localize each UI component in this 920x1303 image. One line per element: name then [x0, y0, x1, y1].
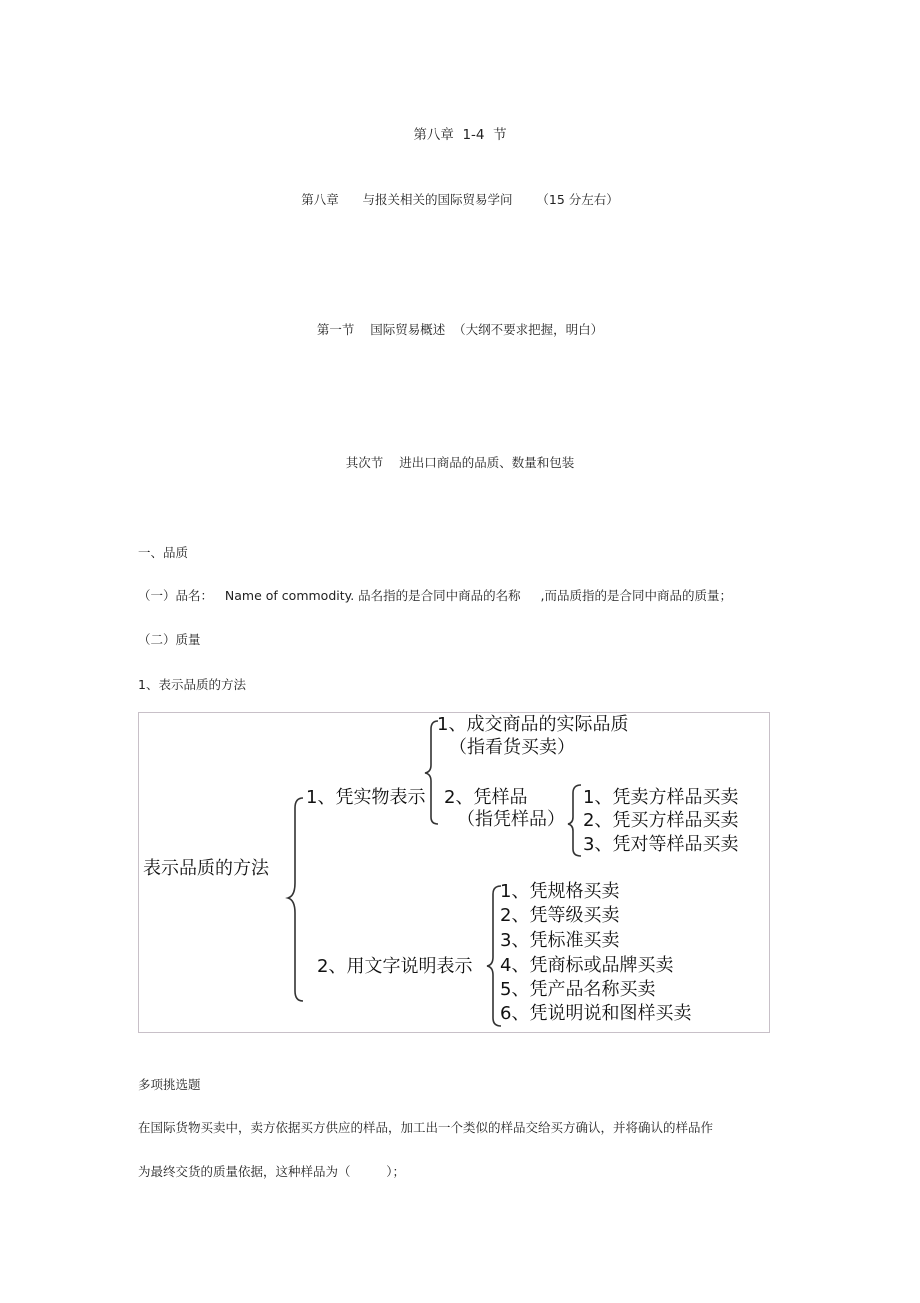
by-sample-note: （指凭样品） — [457, 809, 565, 830]
sample-item: 2、凭买方样品买卖 — [583, 810, 739, 831]
by-sample: 2、凭样品 — [444, 787, 528, 808]
branch-text: 2、用文字说明表示 — [317, 956, 473, 977]
physical-brace — [425, 721, 438, 824]
actual-quality: 1、成交商品的实际品质 — [437, 714, 629, 735]
text-item: 5、凭产品名称买卖 — [500, 979, 656, 1000]
question-line-2: 为最终交货的质量依据，这种样品为（ ）； — [138, 1164, 406, 1179]
chapter-heading: 第八章 与报关相关的国际贸易学问 （15 分左右） — [301, 192, 619, 207]
branch-physical: 1、凭实物表示 — [306, 787, 426, 808]
text-item: 1、凭规格买卖 — [500, 881, 620, 902]
section1-heading: 第一节 国际贸易概述 （大纲不要求把握，明白） — [316, 322, 604, 337]
text-brace — [487, 886, 501, 1026]
sample-item: 1、凭卖方样品买卖 — [583, 787, 739, 808]
sample-item: 3、凭对等样品买卖 — [583, 834, 739, 855]
text-item: 4、凭商标或品牌买卖 — [500, 955, 674, 976]
quality-methods-diagram — [138, 712, 770, 1033]
part-quality: 一、品质 — [138, 545, 189, 560]
text-item: 6、凭说明说和图样买卖 — [500, 1003, 692, 1024]
section2-heading: 其次节 进出口商品的品质、数量和包装 — [345, 455, 575, 470]
sub-quality: （二）质量 — [138, 632, 201, 647]
sample-brace — [568, 785, 581, 856]
document-title: 第八章 1-4 节 — [413, 127, 507, 143]
question-line-1: 在国际货物买卖中，卖方依据买方供应的样品，加工出一个类似的样品交给买方确认，并将确认的样品作 — [138, 1120, 714, 1135]
question-type: 多项挑选题 — [138, 1077, 201, 1092]
root-brace — [288, 798, 303, 1001]
sub-commodity-name: （一）品名： Name of commodity. 品名指的是合同中商品的名称 ,而品质指的是合同中商品的质量； — [138, 588, 733, 603]
actual-quality-note: （指看货买卖） — [449, 737, 575, 758]
diagram-root: 表示品质的方法 — [143, 858, 269, 879]
text-item: 3、凭标准买卖 — [500, 930, 620, 951]
item-quality-methods: 1、表示品质的方法 — [138, 677, 246, 692]
text-item: 2、凭等级买卖 — [500, 905, 620, 926]
